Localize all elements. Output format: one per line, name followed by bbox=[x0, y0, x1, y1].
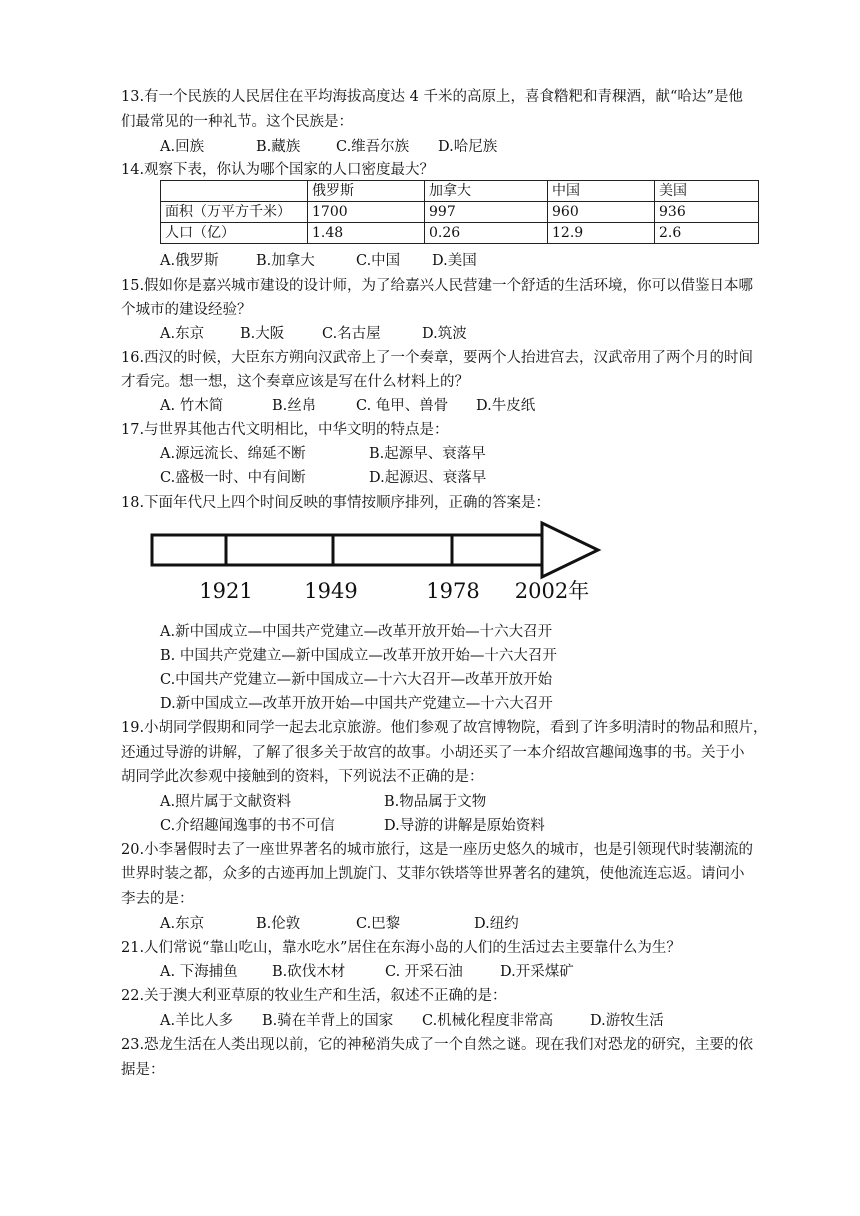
option-d: D.筑波 bbox=[422, 326, 467, 342]
option-b: B.大阪 bbox=[240, 326, 285, 342]
option-b: B.藏族 bbox=[256, 139, 301, 155]
timeline-arrow bbox=[152, 523, 598, 577]
question-23-line-2: 据是： bbox=[121, 1062, 165, 1078]
table-cell: 中国 bbox=[548, 181, 655, 202]
question-18-option-a: A.新中国成立—中国共产党建立—改革开放开始—十六大召开 bbox=[160, 624, 553, 640]
timeline-year-1921: 1921 bbox=[199, 579, 253, 603]
option-a: A.东京 bbox=[160, 326, 205, 342]
option-d: D.起源迟、衰落早 bbox=[369, 470, 487, 486]
option-d: D.纽约 bbox=[474, 916, 519, 932]
option-c: C.维吾尔族 bbox=[336, 139, 410, 155]
option-c: C.中国 bbox=[356, 253, 401, 269]
question-13-line-1: 13.有一个民族的人民居住在平均海拔高度达 4 千米的高原上，喜食糌粑和青稞酒，献“哈达”是他 bbox=[121, 89, 743, 105]
option-b: B.物品属于文物 bbox=[384, 794, 487, 810]
table-cell: 面积（万平方千米） bbox=[161, 202, 308, 223]
option-c: C.巴黎 bbox=[356, 916, 401, 932]
table-cell: 2.6 bbox=[655, 223, 759, 244]
timeline-year-1978: 1978 bbox=[426, 579, 480, 603]
option-b: B.骑在羊背上的国家 bbox=[262, 1013, 394, 1029]
option-b: B.起源早、衰落早 bbox=[369, 446, 486, 462]
question-18-option-c: C.中国共产党建立—新中国成立—十六大召开—改革开放开始 bbox=[160, 672, 553, 688]
question-16-line-1: 16.西汉的时候，大臣东方朔向汉武帝上了一个奏章，要两个人抬进宫去，汉武帝用了两个月的时间 bbox=[121, 350, 754, 366]
option-d: D.游牧生活 bbox=[590, 1013, 664, 1029]
question-13-line-2: 们最常见的一种礼节。这个民族是： bbox=[121, 114, 353, 130]
table-cell: 加拿大 bbox=[425, 181, 548, 202]
option-c: C. 龟甲、兽骨 bbox=[356, 398, 449, 414]
question-22-line-1: 22.关于澳大利亚草原的牧业生产和生活，叙述不正确的是： bbox=[121, 988, 507, 1004]
table-cell: 美国 bbox=[655, 181, 759, 202]
option-b: B.伦敦 bbox=[256, 916, 301, 932]
option-a: A.回族 bbox=[160, 139, 205, 155]
question-18-line-1: 18.下面年代尺上四个时间反映的事情按顺序排列，正确的答案是： bbox=[121, 495, 551, 511]
table-cell: 936 bbox=[655, 202, 759, 223]
question-23-line-1: 23.恐龙生活在人类出现以前，它的神秘消失成了一个自然之谜。现在我们对恐龙的研究，主要的依 bbox=[121, 1037, 754, 1053]
question-16-line-2: 才看完。想一想，这个奏章应该是写在什么材料上的？ bbox=[121, 374, 469, 390]
question-18-option-b: B. 中国共产党建立—新中国成立—改革开放开始—十六大召开 bbox=[160, 648, 557, 664]
question-14-line-1: 14.观察下表，你认为哪个国家的人口密度最大？ bbox=[121, 162, 435, 178]
option-a: A.俄罗斯 bbox=[160, 253, 219, 269]
question-20-line-1: 20.小李暑假时去了一座世界著名的城市旅行，这是一座历史悠久的城市，也是引领现代时装潮流的 bbox=[121, 842, 754, 858]
question-20-line-3: 李去的是： bbox=[121, 891, 194, 907]
table-cell: 12.9 bbox=[548, 223, 655, 244]
question-15-line-1: 15.假如你是嘉兴城市建设的设计师，为了给嘉兴人民营建一个舒适的生活环境，你可以借鉴日本哪 bbox=[121, 278, 754, 294]
question-19-line-1: 19.小胡同学假期和同学一起去北京旅游。他们参观了故宫博物院，看到了许多明清时的物品和照片， bbox=[121, 720, 768, 736]
option-c: C.机械化程度非常高 bbox=[422, 1013, 554, 1029]
option-c: C.介绍趣闻逸事的书不可信 bbox=[160, 818, 335, 834]
table-row bbox=[161, 223, 759, 244]
table-cell: 960 bbox=[548, 202, 655, 223]
question-21-line-1: 21.人们常说“靠山吃山，靠水吃水”居住在东海小岛的人们的生活过去主要靠什么为生？ bbox=[121, 940, 681, 956]
question-19-line-3: 胡同学此次参观中接触到的资料，下列说法不正确的是： bbox=[121, 769, 484, 785]
option-d: D.美国 bbox=[432, 253, 477, 269]
option-c: C. 开采石油 bbox=[385, 964, 463, 980]
option-c: C.盛极一时、中有间断 bbox=[160, 470, 306, 486]
timeline-year-1949: 1949 bbox=[304, 579, 358, 603]
table-row bbox=[161, 181, 759, 202]
option-a: A.东京 bbox=[160, 916, 205, 932]
option-a: A.照片属于文献资料 bbox=[160, 794, 292, 810]
table-cell bbox=[161, 181, 308, 202]
table-cell: 俄罗斯 bbox=[308, 181, 425, 202]
option-b: B.加拿大 bbox=[256, 253, 315, 269]
option-a: A. 下海捕鱼 bbox=[160, 964, 238, 980]
table-cell: 0.26 bbox=[425, 223, 548, 244]
question-17-line-1: 17.与世界其他古代文明相比，中华文明的特点是： bbox=[121, 422, 449, 438]
option-a: A. 竹木简 bbox=[160, 398, 224, 414]
table-row bbox=[161, 202, 759, 223]
population-table bbox=[160, 180, 759, 244]
option-b: B.丝帛 bbox=[272, 398, 317, 414]
timeline-year-2002: 2002年 bbox=[514, 579, 590, 603]
table-cell: 997 bbox=[425, 202, 548, 223]
option-c: C.名古屋 bbox=[322, 326, 381, 342]
question-19-line-2: 还通过导游的讲解，了解了很多关于故宫的故事。小胡还买了一本介绍故宫趣闻逸事的书。关于小 bbox=[121, 745, 745, 761]
option-d: D.牛皮纸 bbox=[476, 398, 536, 414]
table-cell: 人口（亿） bbox=[161, 223, 308, 244]
table-cell: 1.48 bbox=[308, 223, 425, 244]
option-d: D.开采煤矿 bbox=[500, 964, 574, 980]
question-15-line-2: 个城市的建设经验？ bbox=[121, 302, 252, 318]
question-18-option-d: D.新中国成立—改革开放开始—中国共产党建立—十六大召开 bbox=[160, 696, 553, 712]
option-a: A.源远流长、绵延不断 bbox=[160, 446, 306, 462]
option-b: B.砍伐木材 bbox=[272, 964, 346, 980]
table-cell: 1700 bbox=[308, 202, 425, 223]
timeline-ruler bbox=[140, 520, 610, 610]
question-20-line-2: 世界时装之都，众多的古迹再加上凯旋门、艾菲尔铁塔等世界著名的建筑，使他流连忘返。请问小 bbox=[121, 866, 745, 882]
option-d: D.哈尼族 bbox=[438, 139, 498, 155]
option-a: A.羊比人多 bbox=[160, 1013, 234, 1029]
option-d: D.导游的讲解是原始资料 bbox=[384, 818, 545, 834]
